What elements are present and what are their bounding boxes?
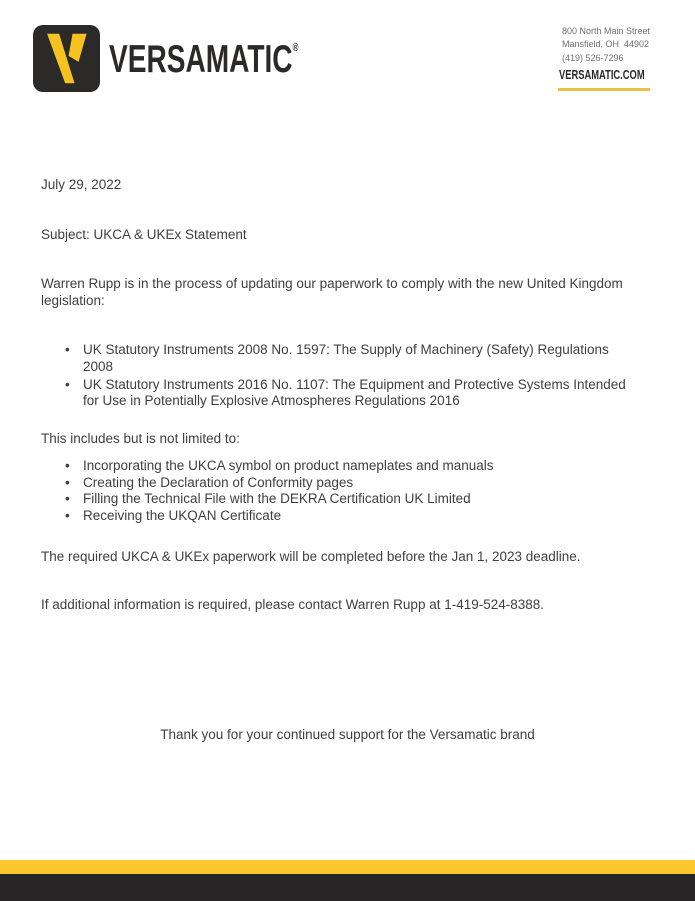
closing-line: Thank you for your continued support for the Versamatic brand bbox=[160, 727, 535, 742]
company-address bbox=[562, 25, 650, 65]
includes-list bbox=[41, 458, 635, 524]
footer-dark-bar bbox=[0, 874, 695, 901]
website-underline-accent bbox=[558, 88, 650, 91]
regulations-list bbox=[41, 342, 635, 410]
brand-wordmark-text: VERSAMATIC bbox=[109, 38, 293, 81]
includes-item-3: • Filling the Technical File with the DEKRA Certification UK Limited bbox=[41, 491, 635, 508]
contact-paragraph: If additional information is required, please contact Warren Rupp at 1-419-524-8388. bbox=[41, 597, 545, 612]
address-street: 800 North Main Street bbox=[562, 26, 651, 36]
includes-item-2: • Creating the Declaration of Conformity pages bbox=[41, 475, 635, 492]
includes-item-1: • Incorporating the UKCA symbol on product nameplates and manuals bbox=[41, 458, 635, 475]
includes-item-4: • Receiving the UKQAN Certificate bbox=[41, 508, 635, 525]
regulation-item-1: • UK Statutory Instruments 2008 No. 1597: The Supply of Machinery (Safety) Regulations 2008 bbox=[41, 342, 635, 375]
intro-paragraph: Warren Rupp is in the process of updating our paperwork to comply with the new United Kingdom legislation: bbox=[41, 276, 623, 308]
footer-yellow-bar bbox=[0, 860, 695, 874]
address-city-state-zip: Mansfield, OH 44902 bbox=[562, 39, 650, 50]
registered-trademark-symbol: ® bbox=[292, 42, 299, 54]
address-phone: (419) 526-7296 bbox=[562, 52, 624, 63]
regulation-item-2: • UK Statutory Instruments 2016 No. 1107: The Equipment and Protective Systems Intended for Use in Potentially Explosive Atmospheres Regulations 2016 bbox=[41, 377, 635, 410]
versamatic-logo bbox=[33, 25, 100, 92]
subject-line: Subject: UKCA & UKEx Statement bbox=[41, 227, 247, 242]
brand-wordmark bbox=[109, 40, 298, 79]
v-mark-icon bbox=[33, 25, 100, 92]
website-url: VERSAMATIC.COM bbox=[559, 67, 645, 82]
letter-date: July 29, 2022 bbox=[41, 177, 122, 192]
includes-heading: This includes but is not limited to: bbox=[41, 431, 240, 446]
deadline-paragraph: The required UKCA & UKEx paperwork will be completed before the Jan 1, 2023 deadline. bbox=[41, 549, 581, 564]
